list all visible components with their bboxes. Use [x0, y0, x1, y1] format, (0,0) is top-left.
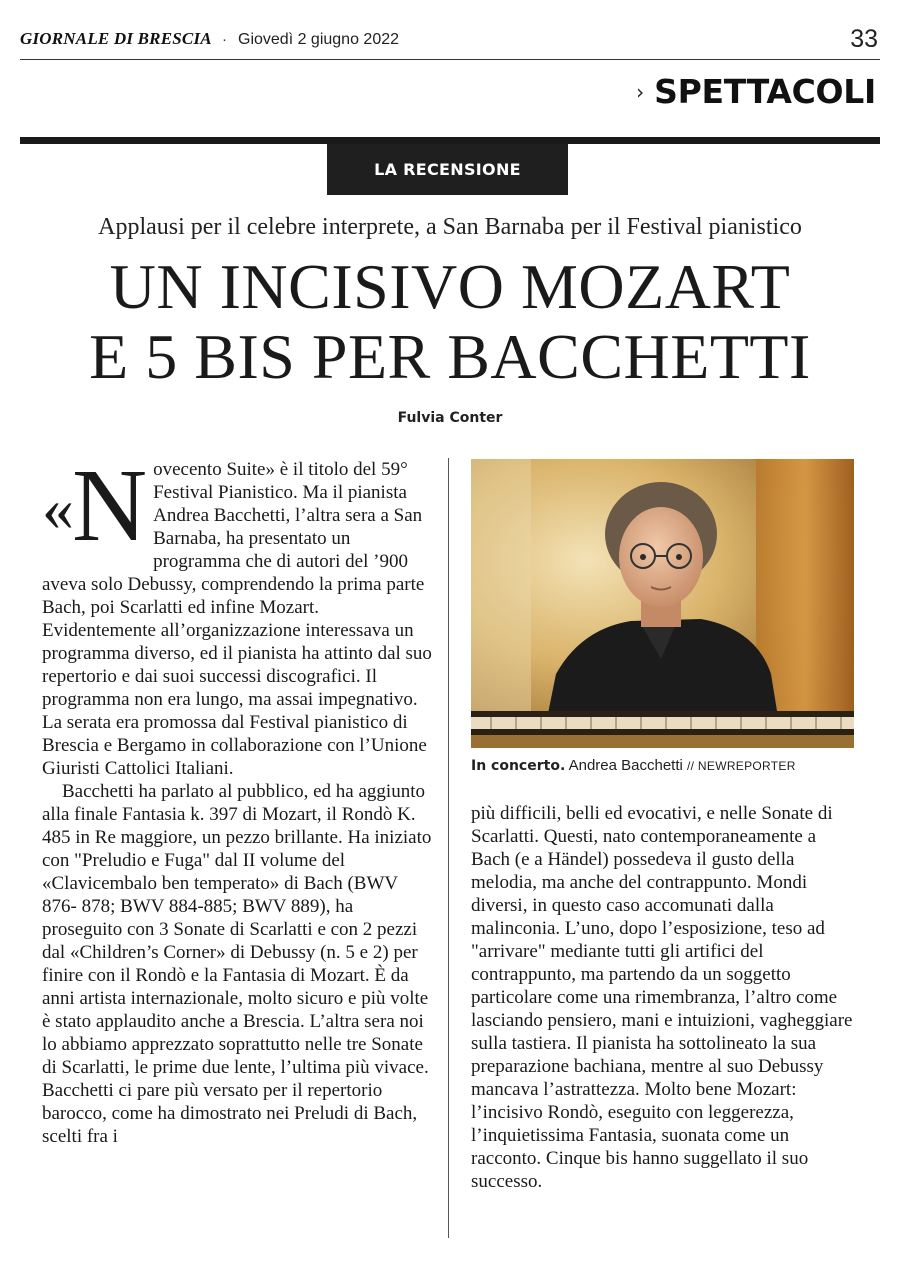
paragraph-3: più difficili, belli ed evocativi, e nelle Sonate di Scarlatti. Questi, nato contemporaneamente a Bach (e a Händel) possedeva il gusto della melodia, ma anche del contrappunto. Mondi diversi, in questo caso accomunati dalla malinconia. L’uno, dopo l’esposizione, teso ad "arrivare" mediante tutti gli artifici del contrappunto, ma partendo da un soggetto particolare come una rimembranza, l’altro come lasciando pensiero, mani e intuizioni, vagheggiare sulla tastiera. Il pianista ha sottolineato la sua preparazione bachiana, mentre al suo Debussy mancava l’astrattezza. Molto bene Mozart: l’incisivo Rondò, eseguito con leggerezza, l’inquietissima Fantasia, suonata come un racconto. Cinque bis hanno suggellato il suo successo.: [471, 803, 853, 1192]
article-kicker: Applausi per il celebre interprete, a San Barnaba per il Festival pianistico: [98, 214, 802, 240]
masthead: GIORNALE DI BRESCIA: [20, 29, 212, 48]
photo-caption: [471, 757, 796, 774]
page-number: 33: [850, 25, 878, 53]
drop-cap: [42, 448, 148, 563]
section-label: SPETTACOLI: [654, 72, 876, 111]
drop-quote: «: [42, 473, 74, 544]
column-divider: [448, 458, 449, 1238]
pianist-photo: [471, 459, 854, 748]
paragraph-1: ovecento Suite» è il titolo del 59° Festival Pianistico. Ma il pianista Andrea Bacchetti, l’altra sera a San Barnaba, ha presentato un programma che di autori del ’900 aveva solo Debussy, comprendendo la prima parte Bach, poi Scarlatti ed infine Mozart. Evidentemente all’organizzazione interessava un programma diverso, ed il pianista ha attinto dal suo repertorio e dai suoi successi discografici. Il programma non era lungo, ma assai impegnativo. La serata era promossa dal Festival pianistico di Brescia e Bergamo in collaborazione con l’Unione Giuristi Cattolici Italiani.: [42, 459, 432, 779]
article-column-2: [471, 802, 856, 1193]
chevron-right-icon: ›: [636, 79, 645, 104]
caption-subject: Andrea Bacchetti: [568, 757, 683, 774]
review-badge: LA RECENSIONE: [327, 144, 568, 195]
article-headline: [0, 252, 900, 392]
article-column-1: [42, 448, 432, 1148]
section-heading: [636, 72, 876, 111]
byline: Fulvia Conter: [397, 410, 503, 426]
drop-letter: N: [72, 448, 148, 563]
masthead-separator: ·: [222, 31, 227, 48]
caption-title: In concerto.: [471, 758, 566, 774]
header-rule: [20, 59, 880, 60]
photo-credit: // NEWREPORTER: [687, 759, 796, 773]
issue-date: Giovedì 2 giugno 2022: [238, 31, 400, 48]
headline-line-1: UN INCISIVO MOZART: [109, 251, 791, 322]
paragraph-2: Bacchetti ha parlato al pubblico, ed ha aggiunto alla finale Fantasia k. 397 di Mozart, il Rondò K. 485 in Re maggiore, un pezzo brillante. Ha iniziato con "Preludio e Fuga" dal II volume del «Clavicembalo ben temperato» di Bach (BWV 876- 878; BWV 884-885; BWV 889), ha proseguito con 3 Sonate di Scarlatti e con 2 pezzi dal «Children’s Corner» di Debussy (n. 5 e 2) per finire con il Rondò e la Fantasia di Mozart. È da anni artista internazionale, molto sicuro e più volte è stato applaudito anche a Brescia. L’altra sera noi lo abbiamo apprezzato soprattutto nelle tre Sonate di Scarlatti, le prime due lente, l’ultima più vivace. Bacchetti ci pare più versato per il repertorio barocco, come ha dimostrato nei Preludi di Bach, scelti fra i: [42, 781, 432, 1147]
headline-line-2: E 5 BIS PER BACCHETTI: [89, 321, 811, 392]
section-rule: [20, 137, 880, 144]
